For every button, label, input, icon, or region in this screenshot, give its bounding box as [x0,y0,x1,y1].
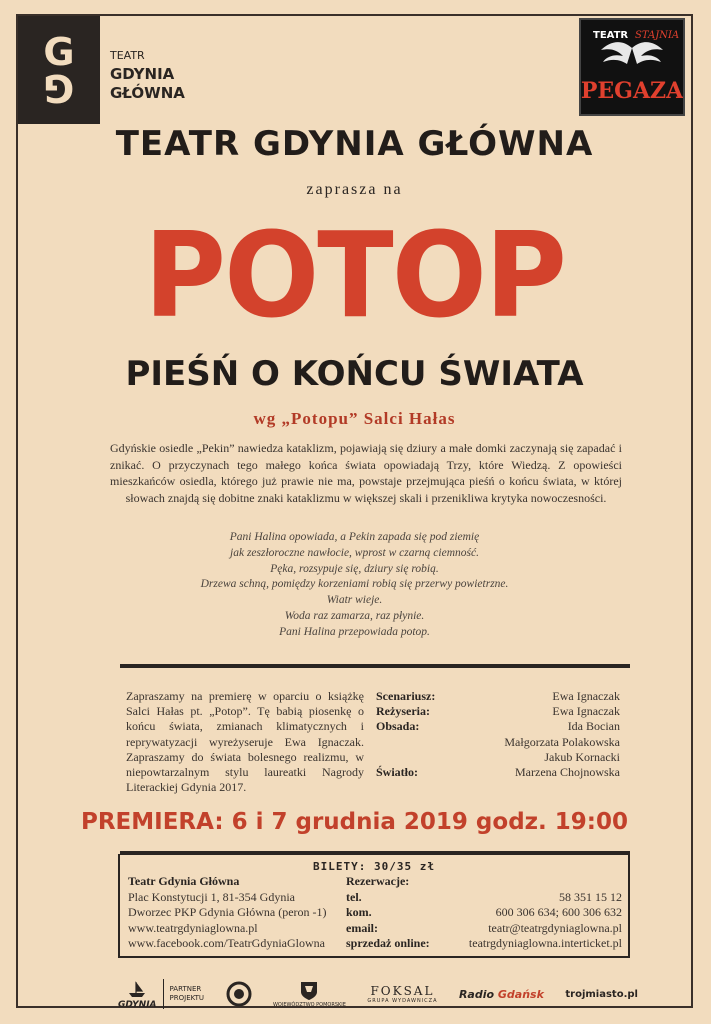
credit-row [376,689,620,704]
reservations [346,874,622,952]
online-sale-link[interactable]: teatrgdyniaglowna.interticket.pl [468,936,622,950]
theater-contact [128,874,348,952]
intro-text: Zapraszamy na premierę w oparciu o książkę Salci Hałas pt. „Potop”. Tę babią piosenkę o końcu świata, zmianach klimatycznych i reprywatyzacji wyreżyseruje Ewa Ignaczak. Zapraszamy do świata bolesnego realizmu, w niepowtarzalnym stylu laureatki Nagrody Literackiej Gdynia 2017. [126,689,364,795]
poster-frame [16,14,693,1008]
stajnia-pegaza-logo [579,18,685,116]
pegasus-wings-icon [581,20,683,114]
phone-value[interactable]: 58 351 15 12 [559,889,622,904]
partners-bar [118,974,638,1014]
logo-right-pegaza: PEGAZA [581,78,683,104]
klinika-foundation-logo [226,981,252,1007]
reservation-label: email: [346,920,378,935]
foksal-sub-label: GRUPA WYDAWNICZA [367,998,438,1004]
teatr-gdynia-glowna-logo [18,16,100,124]
based-on-text: wg „Potopu” Salci Hałas [253,409,456,428]
poem-line: Wiatr wieje. [326,594,383,607]
logo-right-stajnia: STAJNIA [635,30,680,41]
credits-list [376,689,620,780]
address-line: Plac Konstytucji 1, 81-354 Gdynia [128,889,295,904]
logo-text-glowna: GŁÓWNA [110,84,185,102]
ticket-info-box [118,854,630,958]
griffin-shield-icon [298,980,320,1002]
radio-gdansk-label [459,988,544,1001]
facebook-link[interactable]: www.facebook.com/TeatrGdyniaGlowna [128,936,325,950]
poem-line: jak zeszłoroczne nawłocie, wprost w czarną ciemność. [230,546,479,559]
logo-left-text [110,46,185,103]
pomorskie-logo [273,980,346,1008]
gdynia-label: GDYNIA [118,1000,157,1010]
credit-value: Ewa Ignaczak [552,704,620,719]
credit-value: Ewa Ignaczak [552,689,620,703]
play-subtitle: PIEŚŃ O KOŃCU ŚWIATA [125,354,584,394]
logo-right-teatr: TEATR [593,30,629,41]
reservation-row [346,936,622,952]
foksal-logo [367,984,437,1004]
logo-text-teatr: TEATR [110,49,145,62]
credit-row [376,719,620,734]
partner-label: PARTNER PROJEKTU [169,985,205,1002]
poem-line: Drzewa schną, pomiędzy korzeniami robią się przerwy powietrzne. [200,578,509,591]
credit-label: Scenariusz: [376,689,436,703]
trojmiasto-logo [565,989,638,1000]
credit-row [376,765,620,780]
divider-top [120,664,630,668]
trojmiasto-label: trojmiasto.pl [565,988,638,1000]
credit-row [376,735,620,750]
poem-line: Pęka, rozsypuje się, dziury się robią. [270,562,439,575]
address-line: Dworzec PKP Gdynia Główna (peron -1) [128,905,327,919]
poem-line: Woda raz zamarza, raz płynie. [284,609,425,622]
pomorskie-label: WOJEWÓDZTWO POMORSKIE [272,1002,346,1008]
email-link[interactable]: teatr@teatrgdyniaglowna.pl [488,920,622,935]
reservation-row [346,905,622,921]
ticket-price: BILETY: 30/35 zł [313,860,435,873]
credit-value: Ida Bocian [567,719,620,734]
reservation-row [346,921,622,937]
credit-row [376,704,620,719]
play-description: Gdyńskie osiedle „Pekin” nawiedza kataklizm, pojawiają się dziury a małe domki zaczynają się zapadać i znikać. O przyczynach tego małego końca świata opowiadają Trzy, które Wiedzą. Z opowieści mieszkańców osiedla, którego już prawie nie ma, powstaje przejmująca pieśń o końcu świata, w której słowach znajdą się dobitne znaki kataklizmu w większej skali i przenikliwa krytyka nowoczesności. [110,441,622,505]
theater-name: Teatr Gdynia Główna [128,874,240,888]
play-title: POTOP [144,207,565,345]
gdynia-logo [118,978,157,1010]
credit-row [376,750,620,765]
partner-separator [163,979,164,1009]
credit-value: Marzena Chojnowska [515,765,620,780]
poem-line: Pani Halina opowiada, a Pekin zapada się pod ziemię [229,531,480,543]
credit-label: Obsada: [376,719,420,734]
gdansk-text: Gdańsk [497,987,544,1001]
invites-text: zaprasza na [306,181,403,198]
gg-letter-bottom: G [43,66,75,110]
radio-text: Radio [458,987,498,1001]
radio-gdansk-logo [459,988,544,1001]
credit-label: Światło: [376,765,418,780]
gg-mark [43,30,75,110]
theater-title: TEATR GDYNIA GŁÓWNA [115,124,594,164]
reservation-label: sprzedaż online: [346,936,430,950]
poem-line: Pani Halina przepowiada potop. [279,625,430,638]
circle-logo-icon [226,981,252,1007]
website-link[interactable]: www.teatrgdyniaglowna.pl [128,920,258,935]
foksal-label: FOKSAL [370,984,435,998]
gg-letter-top: G [43,30,75,74]
premiere-date: PREMIERA: 6 i 7 grudnia 2019 godz. 19:00 [80,809,628,835]
reservation-label: kom. [346,905,372,919]
poem [18,530,691,641]
ship-icon [126,978,148,1000]
credit-value: Jakub Kornacki [544,749,620,764]
reservations-heading: Rezerwacje: [346,874,410,888]
reservation-label: tel. [346,889,362,904]
reservation-row [346,890,622,906]
credit-value: Małgorzata Polakowska [504,734,620,749]
gdynia-partner-logo [118,978,204,1010]
mobile-value[interactable]: 600 306 634; 600 306 632 [495,905,622,919]
logo-text-gdynia: GDYNIA [110,65,175,83]
credit-label: Reżyseria: [376,704,430,719]
